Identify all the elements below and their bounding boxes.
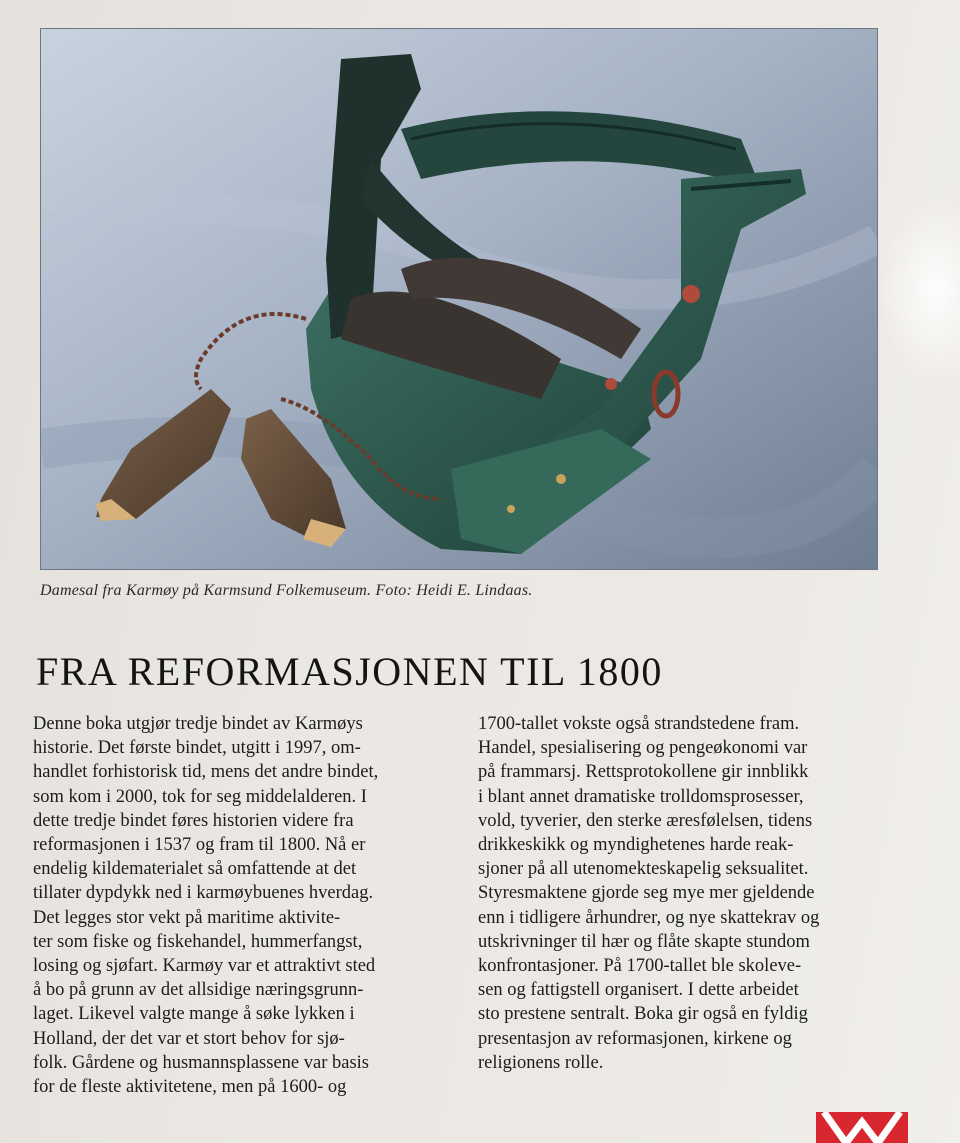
body-line: sto prestene sentralt. Boka gir også en fyldig	[478, 1004, 808, 1025]
body-line: handlet forhistorisk tid, mens det andre bindet,	[33, 762, 379, 783]
body-line: drikkeskikk og myndighetenes harde reak-	[478, 835, 794, 856]
section-heading: FRA REFORMASJONEN TIL 1800	[36, 649, 663, 694]
body-line: historie. Det første bindet, utgitt i 1997, om-	[33, 738, 361, 759]
saddle-photo	[40, 28, 878, 570]
body-line: tillater dypdykk ned i karmøybuenes hverdag.	[33, 883, 374, 904]
body-line: religionens rolle.	[478, 1052, 604, 1073]
body-line: enn i tidligere århundrer, og nye skattekrav og	[478, 907, 820, 928]
glare-reflection	[880, 200, 960, 380]
body-line: reformasjonen i 1537 og fram til 1800. Nå er	[33, 835, 366, 856]
body-line: folk. Gårdene og husmannsplassene var basis	[33, 1052, 369, 1073]
body-line: 1700-tallet vokste også strandstedene fram.	[478, 714, 800, 734]
body-line: konfrontasjoner. På 1700-tallet ble skoleve-	[478, 956, 802, 977]
body-column-right	[478, 712, 918, 1075]
photo-caption: Damesal fra Karmøy på Karmsund Folkemuseum. Foto: Heidi E. Lindaas.	[40, 582, 533, 599]
saddle-illustration	[41, 29, 877, 569]
body-line: Denne boka utgjør tredje bindet av Karmøys	[33, 714, 363, 734]
body-line: sen og fattigstell organisert. I dette arbeidet	[478, 980, 799, 1001]
body-line: vold, tyverier, den sterke æresfølelsen, tidens	[478, 810, 813, 831]
body-line: dette tredje bindet føres historien videre fra	[33, 810, 354, 831]
body-line: Handel, spesialisering og pengeøkonomi var	[478, 738, 808, 759]
body-line: Styresmaktene gjorde seg mye mer gjeldende	[478, 883, 815, 904]
publisher-logo-icon	[816, 1112, 908, 1143]
publisher-logo	[816, 1112, 908, 1143]
body-line: på frammarsj. Rettsprotokollene gir innblikk	[478, 762, 809, 783]
body-line: endelig kildematerialet så omfattende at det	[33, 859, 357, 880]
body-line: ter som fiske og fiskehandel, hummerfangst,	[33, 931, 363, 952]
body-line: losing og sjøfart. Karmøy var et attraktivt sted	[33, 956, 376, 977]
body-line: Holland, der det var et stort behov for sjø-	[33, 1028, 345, 1049]
body-line: Det legges stor vekt på maritime aktivite-	[33, 907, 341, 928]
body-column-left	[33, 712, 463, 1099]
body-line: å bo på grunn av det allsidige næringsgrunn-	[33, 980, 364, 1001]
body-line: presentasjon av reformasjonen, kirkene og	[478, 1028, 792, 1049]
body-line: i blant annet dramatiske trolldomsprosesser,	[478, 786, 804, 807]
body-line: sjoner på all utenomekteskapelig seksualitet.	[478, 859, 809, 880]
body-line: laget. Likevel valgte mange å søke lykken i	[33, 1004, 355, 1025]
body-line: som kom i 2000, tok for seg middelalderen. I	[33, 786, 367, 807]
body-line: for de fleste aktivitetene, men på 1600- og	[33, 1077, 347, 1098]
body-line: utskrivninger til hær og flåte skapte stundom	[478, 931, 810, 952]
